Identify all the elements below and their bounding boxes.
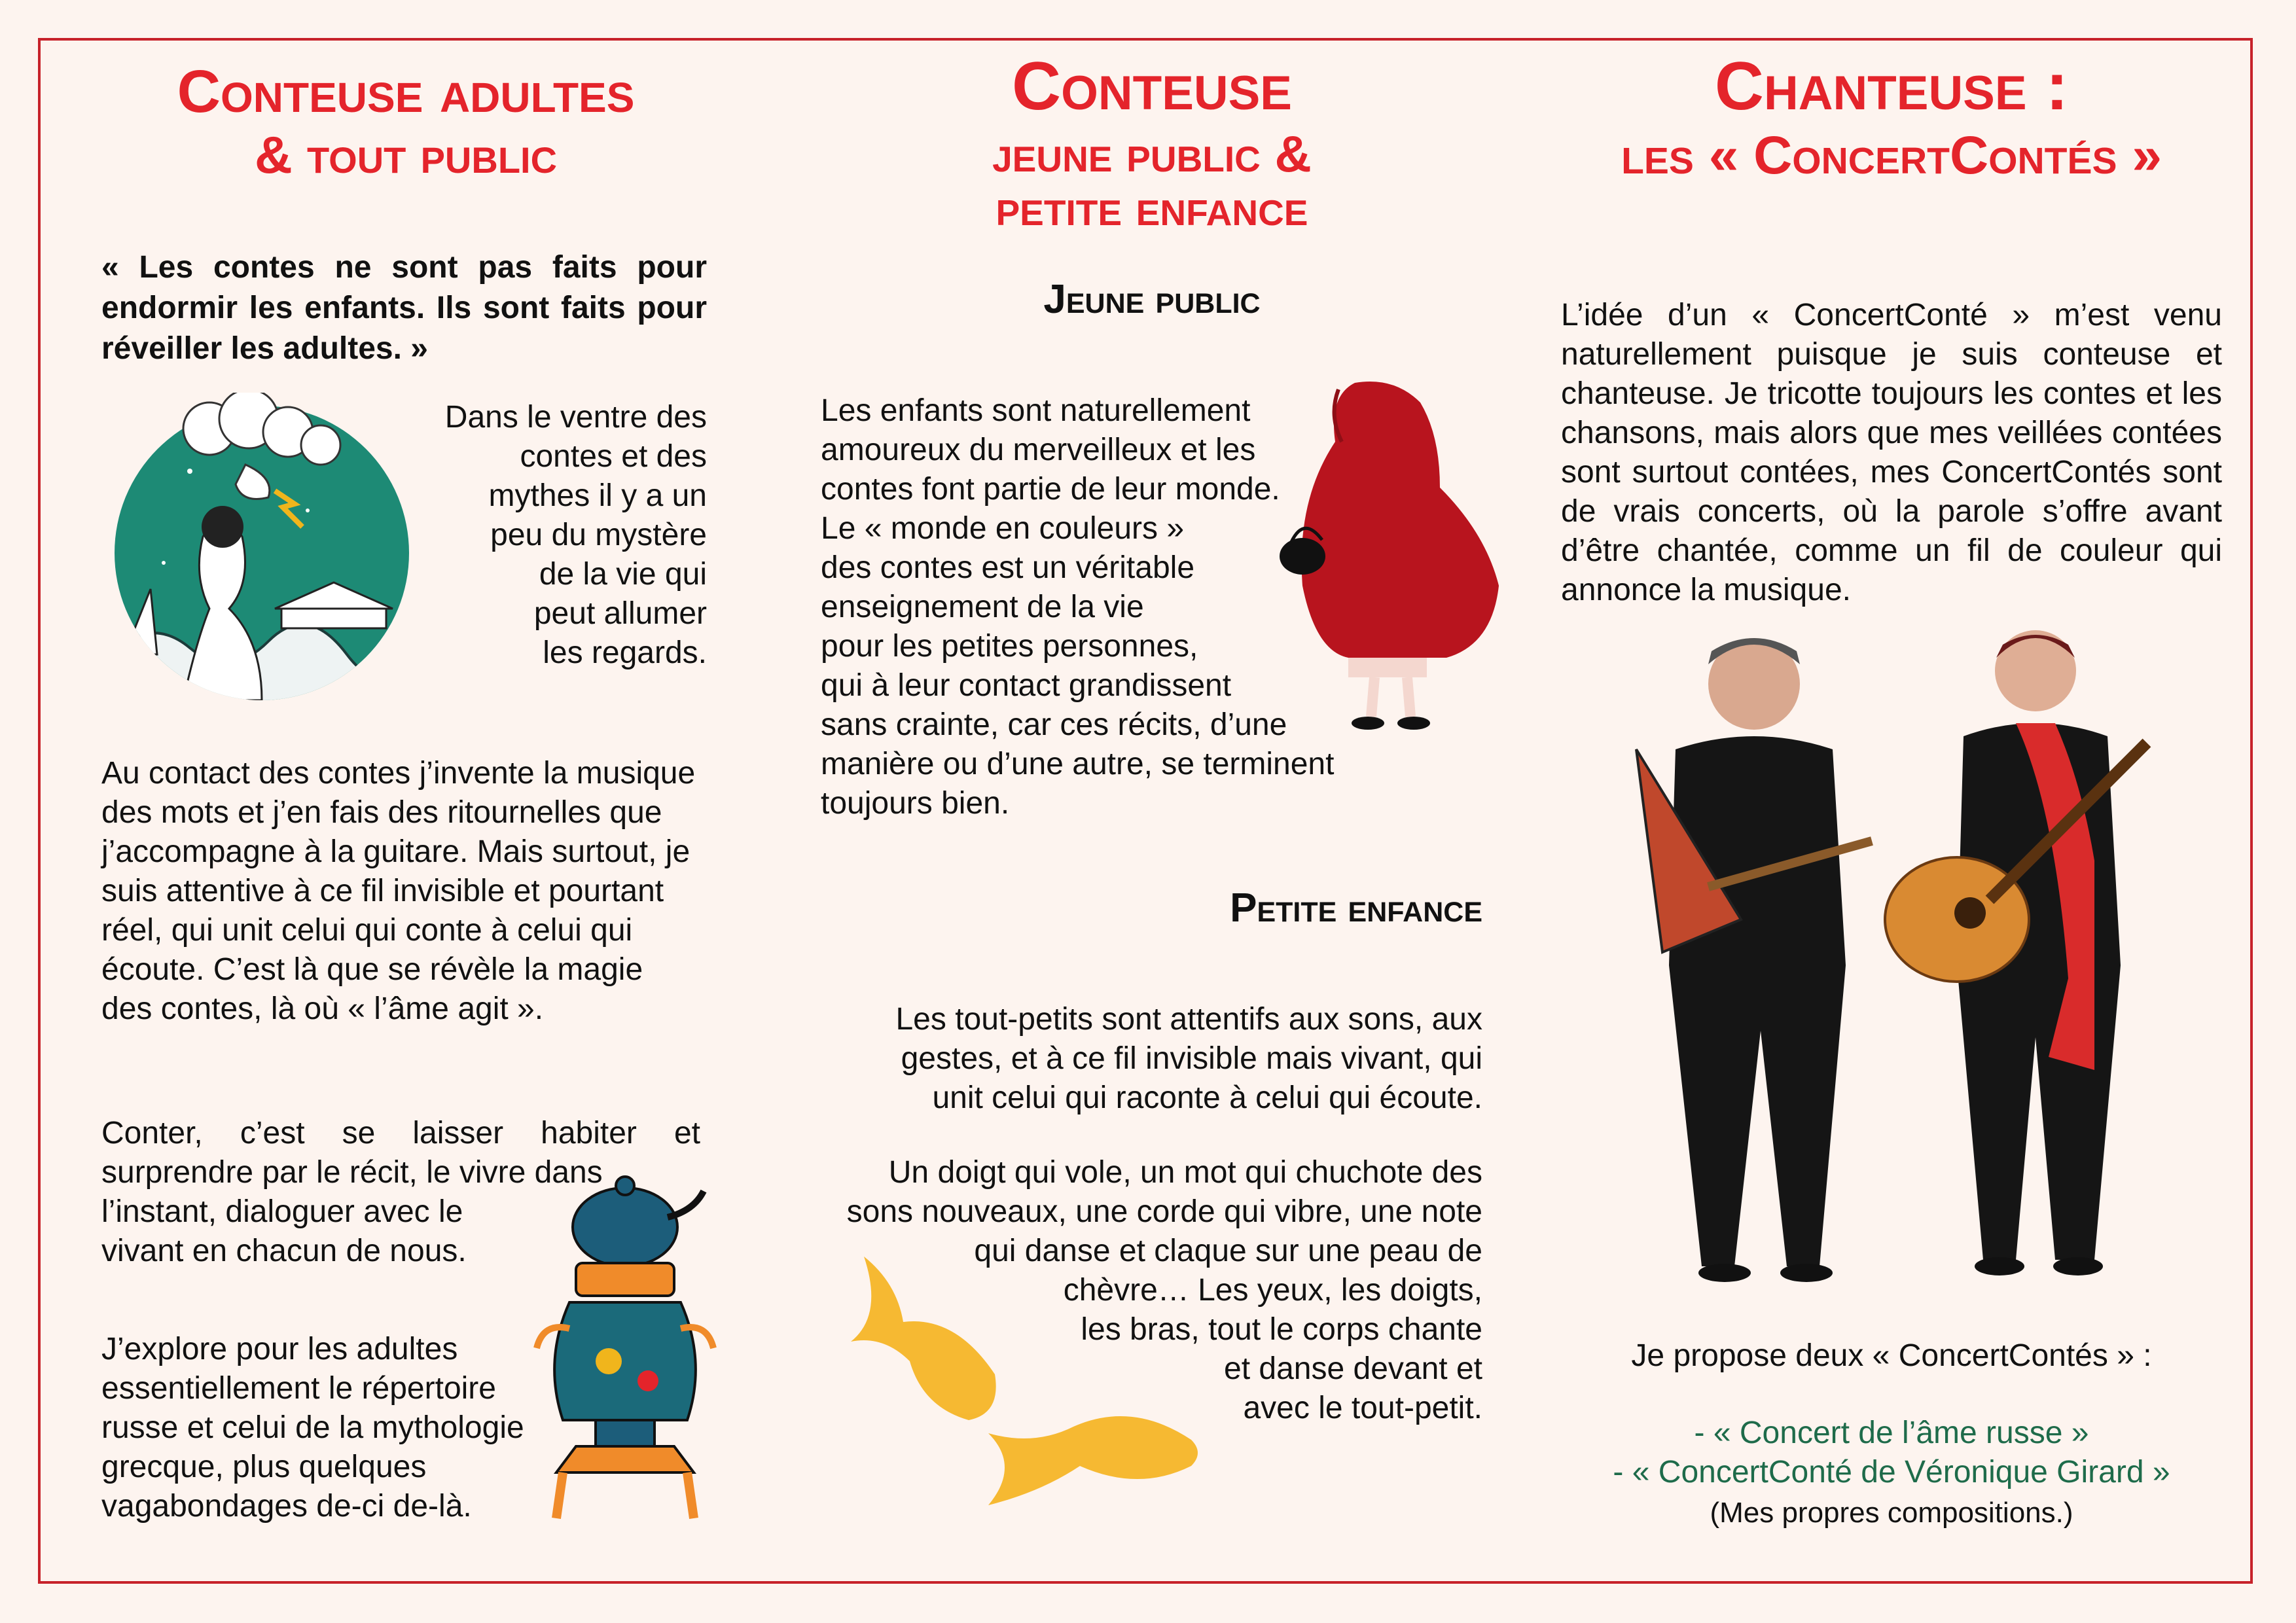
col1-para3-line: l’instant, dialoguer avec le	[101, 1194, 463, 1229]
red-riding-hood-illustration	[1276, 370, 1505, 743]
col2-para1-line: sans crainte, car ces récits, d’une	[821, 707, 1287, 742]
col1-quote: « Les contes ne sont pas faits pour endormir les enfants. Ils sont faits pour réveiller les adultes. »	[101, 250, 707, 366]
col2-para3-line: qui danse et claque sur une peau de	[974, 1234, 1482, 1268]
col2-para1-line: qui à leur contact grandissent	[821, 668, 1232, 703]
col2-para1-line: amoureux du merveilleux et les	[821, 433, 1256, 467]
col3-para1: L’idée d’un « ConcertConté » m’est venu naturellement puisque je suis conteuse et chanteuse. Je tricotte toujours les contes et les chansons, mais alors que mes veillées contées sont surtout contées, mes ConcertContés sont de vrais concerts, où la parole s’offre avant d’être chantée, comme un fil de couleur qui annonce la musique.	[1561, 298, 2222, 607]
col1-para1-line: peut allumer	[533, 596, 707, 631]
col1-para1-line: les regards.	[543, 635, 707, 670]
col1-para4-line: vagabondages de-ci de-là.	[101, 1489, 472, 1524]
col2-para2	[818, 1000, 1482, 1118]
col1-para4	[101, 1330, 560, 1526]
col2-title-line1: Conteuse	[1012, 48, 1292, 124]
col2-para3-line: Un doigt qui vole, un mot qui chuchote des	[888, 1155, 1482, 1190]
col2-subtitle-jeune-public: Jeune public	[1043, 277, 1261, 322]
col2-para2-line: Les tout-petits sont attentifs aux sons, aux	[895, 1002, 1482, 1037]
col2-para3-line: et danse devant et	[1224, 1351, 1482, 1386]
col2-para1-line: contes font partie de leur monde.	[821, 472, 1280, 507]
col2-subtitle-petite-enfance: Petite enfance	[1230, 885, 1482, 931]
col2-para1-line: toujours bien.	[821, 786, 1010, 821]
col1-title-line2: & tout public	[254, 125, 558, 184]
samovar-illustration	[530, 1165, 720, 1531]
col1-para1-line: Dans le ventre des	[444, 400, 707, 435]
col2-para3-line: les bras, tout le corps chante	[1081, 1312, 1482, 1347]
col2-para1-line: pour les petites personnes,	[821, 629, 1198, 664]
col1-para4-line: essentiellement le répertoire	[101, 1371, 496, 1406]
col1-para3: Conter, c’est se laisser habiter et surprendre par le récit, le vivre dans	[101, 1116, 700, 1190]
col3-concert-item-1: - « Concert de l’âme russe »	[1694, 1416, 2089, 1450]
col1-para2: Au contact des contes j’invente la musique des mots et j’en fais des ritournelles que j’accompagne à la guitare. Mais surtout, je suis attentive à ce fil invisible et pourtant réel, qui unit celui qui conte à celui qui écoute. C’est là que se révèle la magie des contes, là où « l’âme agit ».	[101, 756, 696, 1026]
col2-para3-line: avec le tout-petit.	[1243, 1391, 1482, 1425]
fish-illustration	[838, 1243, 1230, 1531]
woman-with-guitar	[1885, 630, 2147, 1275]
man-with-balalaika	[1636, 638, 1872, 1282]
col1-para4-line: grecque, plus quelques	[101, 1450, 427, 1484]
col3-title-line2: les « ConcertContés »	[1621, 126, 2162, 186]
col2-para2-line: gestes, et à ce fil invisible mais vivant, qui	[901, 1041, 1482, 1076]
col2-para1-line: des contes est un véritable	[821, 550, 1195, 585]
musicians-photo	[1597, 612, 2199, 1319]
col3-title-line1: Chanteuse :	[1714, 48, 2069, 124]
col2-para1-line: Le « monde en couleurs »	[821, 511, 1185, 546]
col2-para3-line: chèvre… Les yeux, les doigts,	[1063, 1273, 1482, 1308]
col2-title-line3: petite enfance	[996, 179, 1308, 237]
col3-propose: Je propose deux « ConcertContés » :	[1631, 1338, 2152, 1373]
col3-note: (Mes propres compositions.)	[1710, 1497, 2073, 1529]
col2-title-line2: jeune public &	[992, 125, 1312, 183]
col3-concert-item-2: - « ConcertConté de Véronique Girard »	[1613, 1455, 2170, 1489]
col1-para1-line: peu du mystère	[490, 518, 707, 552]
col1-para1-line: mythes il y a un	[488, 478, 707, 513]
col1-para4-line: russe et celui de la mythologie	[101, 1410, 524, 1445]
col2-para2-line: unit celui qui raconte à celui qui écoute.	[932, 1080, 1482, 1115]
col1-para4-line: J’explore pour les adultes	[101, 1332, 458, 1366]
col1-para1	[419, 398, 707, 673]
greek-myth-illustration	[111, 393, 419, 707]
col2-para1-line: manière ou d’une autre, se terminent	[821, 747, 1335, 781]
col2-para1-line: enseignement de la vie	[821, 590, 1144, 624]
col2-para3-line: sons nouveaux, une corde qui vibre, une note	[846, 1194, 1482, 1229]
col1-para3-end	[101, 1192, 573, 1271]
col2-title	[812, 48, 1492, 237]
col2-para1-line: Les enfants sont naturellement	[821, 393, 1251, 428]
col1-title-line1: Conteuse adultes	[177, 58, 635, 125]
col1-para1-line: de la vie qui	[539, 557, 707, 592]
col1-title	[98, 60, 713, 183]
col1-para3-line: vivant en chacun de nous.	[101, 1234, 467, 1268]
col1-para1-line: contes et des	[520, 439, 707, 474]
col3-title	[1532, 48, 2251, 186]
